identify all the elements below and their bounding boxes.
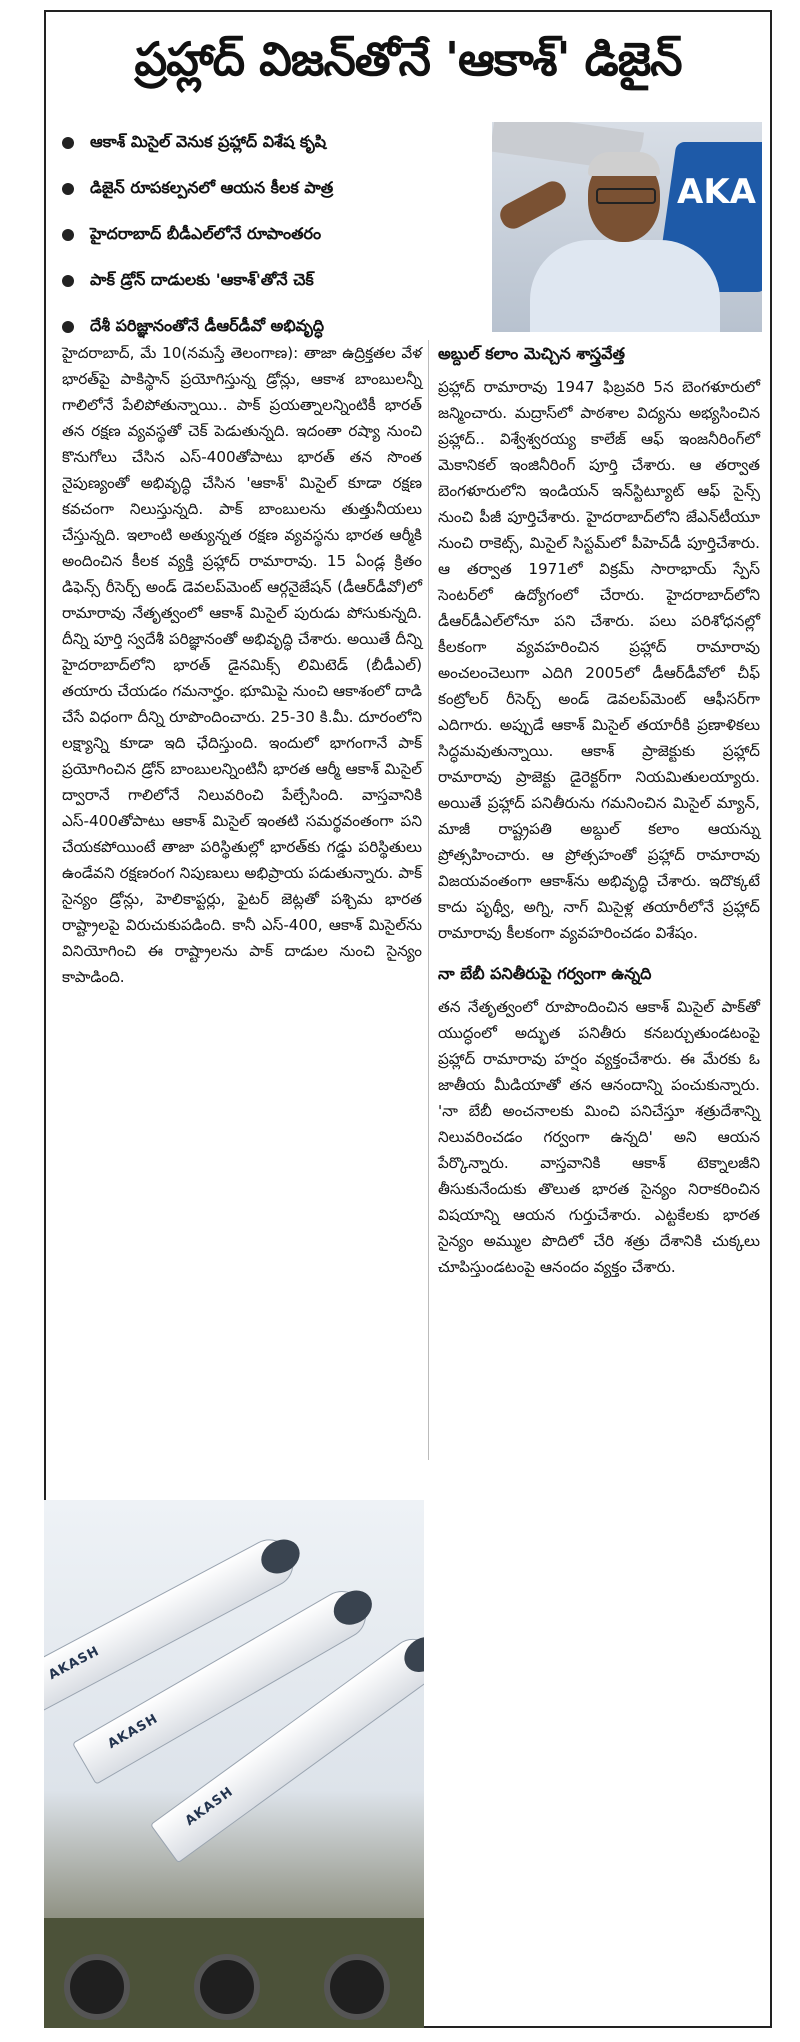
- person-hair: [588, 152, 660, 176]
- sign-text: AKA: [677, 172, 756, 212]
- missile-1: AKASH: [44, 1531, 302, 1715]
- bullet-icon: [62, 137, 74, 149]
- bullet-icon: [62, 229, 74, 241]
- akash-missile-image: [44, 1500, 424, 2028]
- person-arm: [496, 177, 570, 233]
- launcher-vehicle: [44, 1918, 424, 2028]
- person-shirt: [530, 240, 720, 332]
- right-column: [438, 340, 760, 1280]
- wheel: [194, 1954, 260, 2020]
- headline: ప్రహ్లాద్ విజన్‌తోనే 'ఆకాశ్' డిజైన్: [134, 32, 682, 86]
- left-column: [62, 340, 422, 990]
- highlight-item: పాక్ డ్రోన్ దాడులకు 'ఆకాశ్'తోనే చెక్: [62, 262, 482, 300]
- highlights-list: [62, 124, 482, 354]
- left-column-text: హైదరాబాద్, మే 10(నమస్తే తెలంగాణ): తాజా ఉద్రిక్తతల వేళ భారత్‌పై పాకిస్థాన్ ప్రయోగిస్తున్న డ్రోన్లు, ఆకాశ బాంబులన్నీ గాలిలోనే పేలిపోతున్నాయి.. పాక్ ప్రయత్నాలన్నింటికీ భారత్ తన రక్షణ వ్యవస్థతో చెక్ పెడుతున్నది. ఇదంతా రష్యా నుంచి కొనుగోలు చేసిన ఎస్-400తోపాటు భారత్ తన సొంత నైపుణ్యంతో అభివృద్ధి చేసిన 'ఆకాశ్' మిసైల్ కూడా రక్షణ కవచంగా నిలుస్తున్నది. పాక్ బాంబులను తుత్తునీయలు చేస్తున్నది. ఇలాంటి అత్యున్నత రక్షణ వ్యవస్థను భారత ఆర్మీకి అందించిన కీలక వ్యక్తి ప్రహ్లాద్ రామారావు. 15 ఏండ్ల క్రితం డిఫెన్స్ రీసెర్చ్ అండ్ డెవలప్‌మెంట్ ఆర్గనైజేషన్ (డీఆర్‌డీవో)లో రామారావు నేతృత్వంలో ఆకాశ్ మిసైల్ పురుడు పోసుకున్నది. దీన్ని పూర్తి స్వదేశీ పరిజ్ఞానంతో అభివృద్ధి చేశారు. అయితే దీన్ని హైదరాబాద్‌లోని భారత్ డైనమిక్స్ లిమిటెడ్ (బీడీఎల్) తయారు చేయడం గమనార్హం. భూమిపై నుంచి ఆకాశంలో దాడి చేసే విధంగా దీన్ని రూపొందించారు. 25-30 కి.మీ. దూరంలోని లక్ష్యాన్ని కూడా ఇది ఛేదిస్తుంది. ఇందులో భాగంగానే పాక్ ప్రయోగించిన డ్రోన్ బాంబులన్నింటినీ భారత ఆర్మీ ఆకాశ్ మిసైల్ ద్వారానే గాలిలోనే నిలువరించి పేల్చేసింది. వాస్తవానికి ఎస్-400తోపాటు ఆకాశ్ మిసైల్ ఇంతటి సమర్థవంతంగా పని చేయకపోయింటే తాజా పరిస్థితుల్లో భారత్‌కు గడ్డు పరిస్థితులు ఉండేవని రక్షణరంగ నిపుణులు అభిప్రాయ పడుతున్నారు. పాక్ సైన్యం డ్రోన్లు, హెలికాప్టర్లు, ఫైటర్ జెట్లతో పశ్చిమ భారత రాష్ట్రాలపై విరుచుకుపడింది. కానీ ఎస్-400, ఆకాశ్ మిసైల్‌ను వినియోగించి ఈ రాష్ట్రాలను పాక్ దాడుల నుంచి సైన్యం కాపాడింది.: [62, 344, 422, 986]
- bullet-icon: [62, 275, 74, 287]
- wheel: [64, 1954, 130, 2020]
- missile-3: AKASH: [150, 1629, 424, 1863]
- glasses-icon: [596, 188, 656, 204]
- quote-paragraph: తన నేతృత్వంలో రూపొందించిన ఆకాశ్ మిసైల్ పాక్‌తో యుద్ధంలో అద్భుత పనితీరు కనబర్చుతుండటంపై ప్రహ్లాద్ రామారావు హర్షం వ్యక్తంచేశారు. ఈ మేరకు ఓ జాతీయ మీడియాతో తన ఆనందాన్ని పంచుకున్నారు. 'నా బేబీ అంచనాలకు మించి పనిచేస్తూ శత్రుదేశాన్ని నిలువరించడం గర్వంగా ఉన్నది' అని ఆయన పేర్కొన్నారు. వాస్తవానికి ఆకాశ్ టెక్నాలజీని తీసుకునేందుకు తొలుత భారత సైన్యం నిరాకరించిన విషయాన్ని ఆయన గుర్తుచేశారు. ఎట్టకేలకు భారత సైన్యం అమ్ముల పొదిలో చేరి శత్రు దేశానికి చుక్కలు చూపిస్తుండటంపై ఆనందం వ్యక్తం చేశారు.: [438, 998, 760, 1276]
- highlight-item: డిజైన్ రూపకల్పనలో ఆయన కీలక పాత్ర: [62, 170, 482, 208]
- missile-2: AKASH: [72, 1582, 375, 1785]
- column-divider: [428, 340, 429, 1460]
- bullet-icon: [62, 321, 74, 333]
- highlight-item: హైదరాబాద్ బీడీఎల్‌లోనే రూపాంతరం: [62, 216, 482, 254]
- right-column-text: ప్రహ్లాద్ రామారావు 1947 ఫిబ్రవరి 5న బెంగళూరులో జన్మించారు. మద్రాస్‌లో పాఠశాల విద్యను అభ్యసించిన ప్రహ్లాద్.. విశ్వేశ్వరయ్య కాలేజ్ ఆఫ్ ఇంజనీరింగ్‌లో మెకానికల్ ఇంజినీరింగ్ పూర్తి చేశారు. ఆ తర్వాత బెంగళూరులోని ఇండియన్ ఇన్‌స్టిట్యూట్ ఆఫ్ సైన్స్ నుంచి పీజీ పూర్తిచేశారు. హైదరాబాద్‌లోని జేఎన్‌టీయూ నుంచి రాకెట్స్, మిసైల్ సిస్టమ్‌లో పీహెచ్‌డీ పూర్తిచేశారు. ఆ తర్వాత 1971లో విక్రమ్ సారాభాయ్ స్పేస్ సెంటర్‌లో ఉద్యోగంలో చేరారు. హైదరాబాద్‌లోని డీఆర్‌డీఎల్‌లోనూ పని చేశారు. పలు పరిశోధనల్లో కీలకంగా వ్యవహరించిన ప్రహ్లాద్ రామారావు అంచలంచెలుగా ఎదిగి 2005లో డీఆర్‌డీవోలో చీఫ్ కంట్రోలర్ రీసెర్చ్ అండ్ డెవలప్‌మెంట్ ఆఫీసర్‌గా ఎదిగారు. అప్పుడే ఆకాశ్ మిసైల్ తయారీకి ప్రణాళికలు సిద్ధమవుతున్నాయి. ఆకాశ్ ప్రాజెక్టుకు ప్రహ్లాద్ రామారావు ప్రాజెక్టు డైరెక్టర్‌గా నియమితులయ్యారు. అయితే ప్రహ్లాద్ పనితీరును గమనించిన మిసైల్ మ్యాన్, మాజీ రాష్ట్రపతి అబ్దుల్ కలాం ఆయన్ను ప్రోత్సహించారు. ఆ ప్రోత్సహంతో ప్రహ్లాద్ రామారావు విజయవంతంగా ఆకాశ్‌ను అభివృద్ధి చేశారు. ఇదొక్కటే కాదు పృథ్వీ, అగ్ని, నాగ్ మిసైళ్ల తయారీలోనే ప్రహ్లాద్ రామారావు కీలకంగా వ్యవహరించడం విశేషం.: [438, 378, 760, 942]
- highlight-item: దేశీ పరిజ్ఞానంతోనే డీఆర్‌డీవో అభివృద్ధి: [62, 308, 482, 346]
- wheel: [324, 1954, 390, 2020]
- subheading-kalam: అబ్దుల్ కలాం మెచ్చిన శాస్త్రవేత్త: [438, 344, 625, 363]
- highlight-item: ఆకాశ్ మిసైల్ వెనుక ప్రహ్లాద్ విశేష కృషి: [62, 124, 482, 162]
- scientist-photo: [492, 122, 762, 332]
- bullet-icon: [62, 183, 74, 195]
- subheading-baby: నా బేబీ పనితీరుపై గర్వంగా ఉన్నది: [438, 964, 652, 983]
